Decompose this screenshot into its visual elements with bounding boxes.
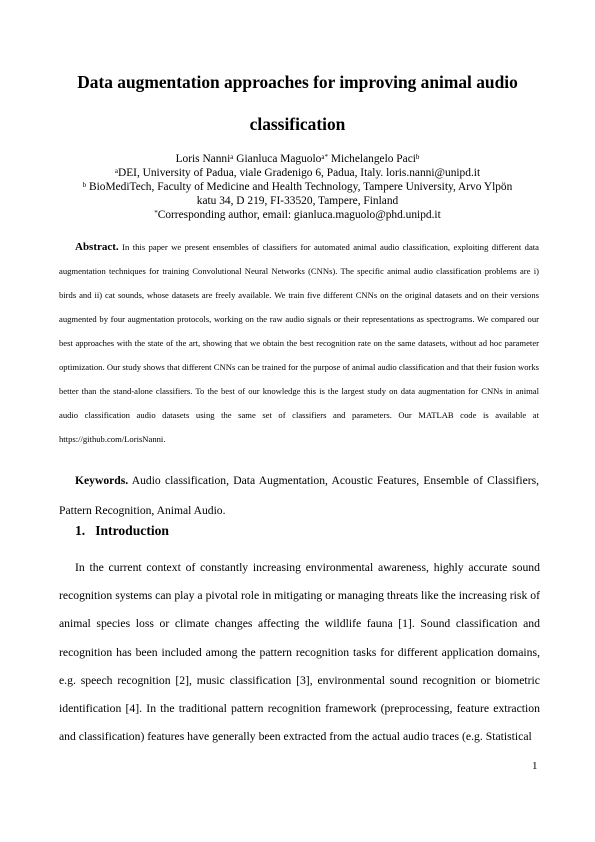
section-heading-introduction — [75, 523, 169, 539]
keywords — [59, 466, 539, 526]
corresponding-text: Corresponding author, email: gianluca.maguolo@phd.unipd.it — [157, 209, 441, 221]
page-number: 1 — [532, 760, 538, 772]
affiliation-b — [50, 180, 545, 194]
author-affiliation-mark: b — [415, 153, 420, 161]
abstract-text: In this paper we present ensembles of classifiers for automated animal audio classification, exploiting different data augmentation techniques for training Convolutional Neural Networks (CNNs). The specific animal audio classification problems are i) birds and ii) cat sounds, whose datasets are freely available. We train five different CNNs on the original datasets and on their versions augmented by four augmentation protocols, working on the raw audio signals or their representations as spectrograms. We compared our best approaches with the state of the art, showing that we obtain the best recognition rate on the same datasets, without ad hoc parameter optimization. Our study shows that different CNNs can be trained for the purpose of animal audio classification and that their fusion works better than the stand-alone classifiers. To the best of our knowledge this is the largest study on data augmentation for CNNs in animal audio classification audio datasets using the same set of classifiers and parameters. Our MATLAB code is available at https://github.com/LorisNanni. — [59, 242, 539, 444]
affiliation-a — [50, 166, 545, 180]
paper-title-line-2: classification — [249, 114, 346, 134]
corresponding-mark: * — [154, 209, 158, 217]
paper-title-line-1: Data augmentation approaches for improving animal audio — [77, 72, 518, 92]
author-list — [50, 152, 545, 166]
keywords-label: Keywords. — [75, 474, 129, 487]
author-name: Michelangelo Paci — [330, 153, 416, 165]
affiliation-text: BioMediTech, Faculty of Medicine and Health Technology, Tampere University, Arvo Ylpön — [89, 181, 513, 193]
affiliation-text: DEI, University of Padua, viale Gradenigo 6, Padua, Italy. loris.nanni@unipd.it — [117, 167, 481, 179]
section-title: Introduction — [95, 523, 169, 538]
abstract-label: Abstract. — [75, 241, 119, 253]
author-name: Loris Nanni — [175, 153, 231, 165]
affiliation-b-continued: katu 34, D 219, FI-33520, Tampere, Finland — [196, 195, 399, 207]
author-affiliation-mark: a — [230, 153, 234, 161]
corresponding-author — [50, 208, 545, 222]
affiliation-mark: a — [114, 167, 118, 175]
author-name: Gianluca Maguolo — [236, 153, 322, 165]
author-affiliation-mark: a* — [321, 153, 328, 161]
introduction-paragraph: In the current context of constantly increasing environmental awareness, highly accurate sound recognition systems can play a pivotal role in mitigating or managing threats like the increasing risk of animal species loss or climate changes affecting the wildlife fauna [1]. Sound classification and recognition has been included among the pattern recognition tasks for different application domains, e.g. speech recognition [2], music classification [3], environmental sound recognition or biometric identification [4]. In the traditional pattern recognition framework (preprocessing, feature extraction and classification) features have generally been extracted from the actual audio traces (e.g. Statistical — [59, 561, 540, 744]
section-number: 1. — [75, 523, 86, 538]
keywords-text: Audio classification, Data Augmentation, Acoustic Features, Ensemble of Classifiers, Pattern Recognition, Animal Audio. — [59, 474, 539, 517]
affiliation-mark: b — [82, 181, 87, 189]
abstract — [59, 235, 539, 451]
